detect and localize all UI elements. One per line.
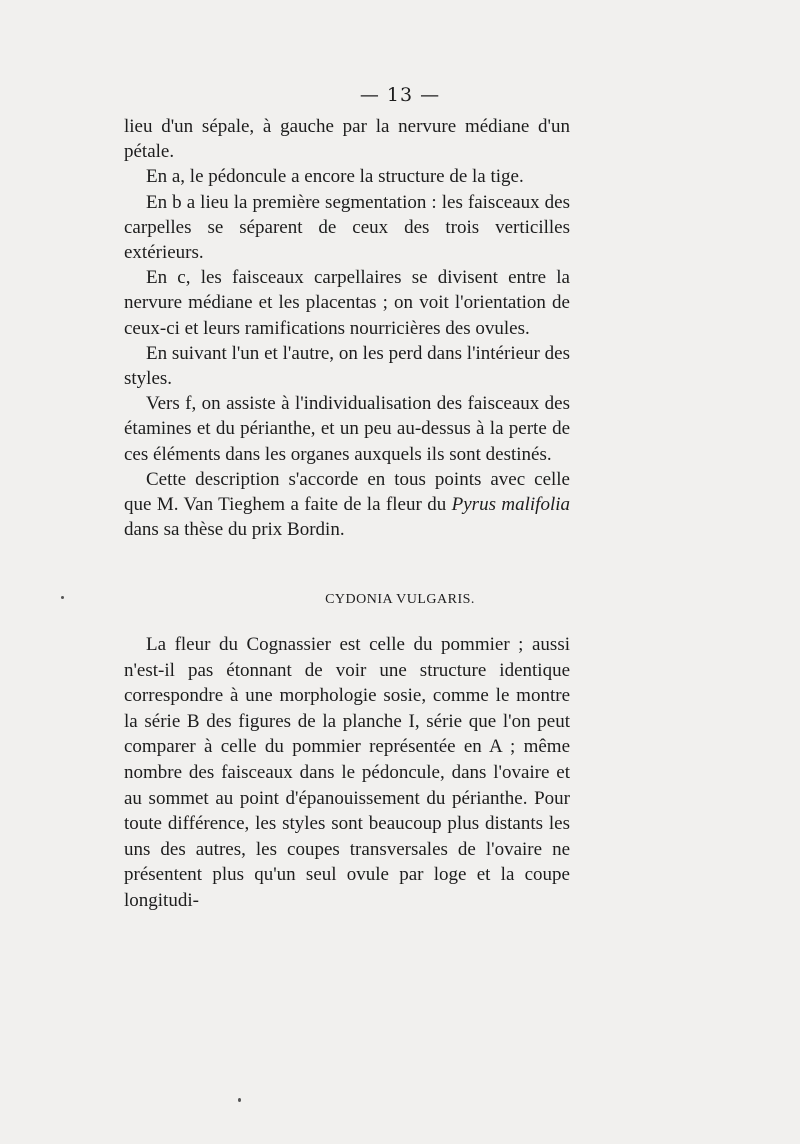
margin-ink-speck bbox=[61, 596, 64, 599]
paragraph-7 bbox=[124, 467, 570, 543]
paragraph-7-before: Cette description s'accorde en tous points avec celle que M. Van Tieghem a faite de la fleur du bbox=[124, 468, 570, 516]
paragraph-5: En suivant l'un et l'autre, on les perd dans l'intérieur des styles. bbox=[124, 342, 570, 390]
paragraph-2: En a, le pédoncule a encore la structure de la tige. bbox=[146, 166, 524, 188]
page-number: — 13 — bbox=[359, 84, 441, 106]
paragraph-4: En c, les faisceaux carpellaires se divisent entre la nervure médiane et les placentas ; on voit l'orientation de ceux-ci et leurs ramifications nourricières des ovules. bbox=[124, 267, 570, 339]
body-text-top bbox=[124, 114, 570, 542]
paragraph-3: En b a lieu la première segmentation : les faisceaux des carpelles se séparent de ceux des trois verticilles extérieurs. bbox=[124, 191, 570, 264]
paragraph-cydonia: La fleur du Cognassier est celle du pommier ; aussi n'est-il pas étonnant de voir une structure identique correspondre à une morphologie sosie, comme le montre la série B des figures de la planche I, série que l'on peut comparer à celle du pommier représentée en A ; même nombre des faisceaux dans le pédoncule, dans l'ovaire et au sommet au point d'épanouissement du périanthe. Pour toute différence, les styles sont beaucoup plus distants les uns des autres, les coupes transversales de l'ovaire ne présentent plus qu'un seul ovule par loge et la coupe longitudi- bbox=[124, 634, 570, 911]
section-title: CYDONIA VULGARIS. bbox=[325, 592, 475, 607]
body-text-bottom bbox=[124, 632, 570, 914]
paragraph-6: Vers f, on assiste à l'individualisation des faisceaux des étamines et du périanthe, et un peu au-dessus à la perte de ces éléments dans les organes auxquels ils sont destinés. bbox=[124, 393, 570, 465]
paragraph-1: lieu d'un sépale, à gauche par la nervure médiane d'un pétale. bbox=[124, 116, 570, 163]
species-name-italic: Pyrus malifolia bbox=[451, 494, 570, 516]
bottom-ink-speck bbox=[238, 1098, 241, 1102]
paragraph-7-after: dans sa thèse du prix Bordin. bbox=[124, 519, 345, 541]
